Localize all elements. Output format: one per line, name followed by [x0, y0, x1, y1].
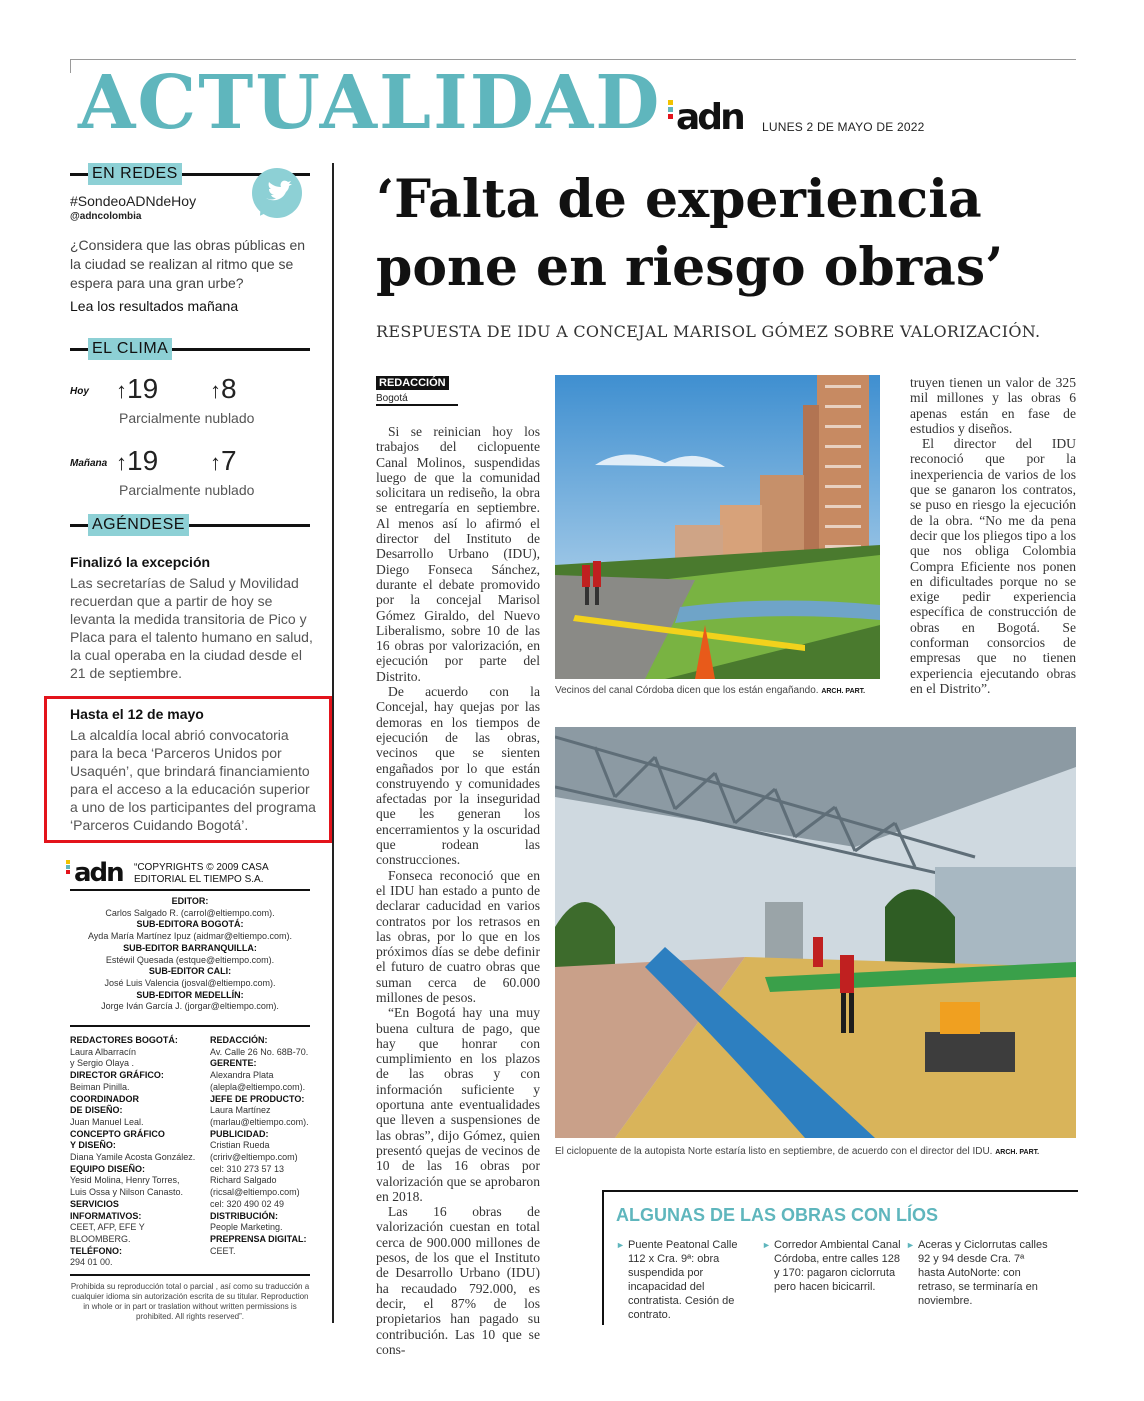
triangle-right-icon: ►	[906, 1240, 915, 1250]
poll-question: ¿Considera que las obras públicas en la ciudad se realizan al ritmo que se espera para una gran urbe?	[70, 237, 306, 291]
section-title: ACTUALIDAD	[78, 60, 662, 146]
obras-item: ► Aceras y Ciclorrutas calles 92 y 94 desde Cra. 7ª hasta AutoNorte: con retraso, se terminaría en noviembre.	[906, 1239, 1048, 1307]
agenda-item-body: Las secretarías de Salud y Movilidad recuerdan que a partir de hoy se levanta la medida transitoria de Pico y Placa para el talento humano en salud, la cual operaba en la ciudad desde el 21 de septiembre.	[70, 575, 313, 681]
weather-today-label: Hoy	[70, 386, 89, 397]
agenda-header	[70, 514, 310, 536]
top-rule-tick	[70, 59, 71, 73]
agenda-item-title: Hasta el 12 de mayo	[70, 706, 204, 722]
weather-tomorrow-min: ↑7	[210, 445, 237, 476]
issue-date: LUNES 2 DE MAYO DE 2022	[762, 120, 925, 134]
obras-item: ► Puente Peatonal Calle 112 x Cra. 9ª: obra suspendida por incapacidad del contratista. Cesión de contrato.	[616, 1239, 738, 1321]
subheadline: RESPUESTA DE IDU A CONCEJAL MARISOL GÓMEZ SOBRE VALORIZACIÓN.	[376, 322, 1041, 341]
photo-ciclopuente	[555, 727, 1076, 1138]
photo2-caption: El ciclopuente de la autopista Norte estaría listo en septiembre, de acuerdo con el director del IDU. ARCH. PART.	[555, 1146, 1040, 1157]
article-paragraph: Si se reinician hoy los trabajos del ciclopuente Canal Molinos, suspendidas luego de que la comunidad solicitara un rediseño, la obra se entregaría en septiembre. Al menos así lo afirmó el director del Instituto de Desarrollo Urbano (IDU), Diego Fonseca Sánchez, durante el debate promovido por la concejal Marisol Gómez Giraldo, del Nuevo Liberalismo, sobre 10 de las 16 obras por valorización, en ejecución por parte del Distrito.	[376, 424, 540, 684]
column-divider	[332, 163, 334, 1323]
weather-tomorrow-desc: Parcialmente nublado	[119, 482, 255, 498]
masthead-rule	[70, 889, 310, 891]
weather-tomorrow-max: ↑19	[116, 445, 159, 476]
agenda-item-title: Finalizó la excepción	[70, 554, 211, 570]
masthead-rule	[70, 1025, 310, 1027]
triangle-right-icon: ►	[616, 1240, 625, 1250]
triangle-right-icon: ►	[762, 1240, 771, 1250]
arrow-up-icon: ↑	[116, 378, 127, 403]
arrow-up-icon: ↑	[210, 450, 221, 475]
copyright: “COPYRIGHTS © 2009 CASA EDITORIAL EL TIEMPO S.A.	[134, 862, 269, 885]
article-paragraph: El director del IDU reconoció que por la inexperiencia de varios de los que se ganaron los contratos, se puso en riesgo la ejecución de la obra. “No me da pena decir que los pliegos tipo a los que nos obliga Colombia Compra Eficiente nos ponen en dificultades porque no se exige pedir experiencia específica de construcción de obras en Bogotá. Se conforman consorcios de empresas que no tienen experiencia ejecutando obras en el Distrito”.	[910, 436, 1076, 696]
poll-handle: @adncolombia	[70, 211, 142, 222]
obras-item: ► Corredor Ambiental Canal Córdoba, entre calles 128 y 170: pagaron ciclorruta pero hacen bicicarril.	[762, 1239, 901, 1293]
en-redes-label: EN REDES	[88, 163, 182, 185]
clima-label: EL CLIMA	[88, 338, 172, 360]
masthead-credits: EDITOR: Carlos Salgado R. (carrol@eltiempo.com). SUB-EDITORA BOGOTÁ: Ayda María Martínez Ipuz (aidmar@eltiempo.com). SUB-EDITOR BARRANQUILLA: Estéwil Quesada (estque@eltiempo.com). SUB-EDITOR CALI: José Luis Valencia (josval@eltiempo.com). SUB-EDITOR MEDELLÍN: Jorge Iván García J. (jorgar@eltiempo.com).	[87, 896, 293, 1012]
article-paragraph: “En Bogotá hay una muy buena cultura de pago, que hay que honrar con cumplimiento en los plazos de las obras y con información suficiente y oportuna ante eventualidades que lleven a suspensiones de las obras”, dijo Gómez, quien presentó quejas de vecinos de 10 de las 16 obras por valorización que se aprobaron en 2018.	[376, 1005, 540, 1204]
staff-right: REDACCIÓN: Av. Calle 26 No. 68B-70. GERENTE: Alexandra Plata (alepla@eltiempo.com). JEFE DE PRODUCTO: Laura Martínez (marlau@eltiempo.com). PUBLICIDAD: Cristian Rueda (cririv@eltiempo.com) cel: 310 273 57 13 Richard Salgado (ricsal@eltiempo.com) cel: 320 490 02 49 DISTRIBUCIÓN: People Marketing. PREPRENSA DIGITAL: CEET.	[210, 1035, 309, 1256]
arrow-up-icon: ↑	[116, 450, 127, 475]
article-paragraph: Fonseca reconoció que en el IDU han estado a punto de declarar caducidad en varios contratos por los retrasos en las obras, por lo que en los próximos días se debe definir el futuro de cuatro obras que suman cerca de 60.000 millones de pesos.	[376, 867, 540, 1005]
article-column-3	[910, 375, 1076, 696]
photo-canal-cordoba	[555, 375, 880, 679]
weather-tomorrow-label: Mañana	[70, 458, 108, 469]
legal-notice: Prohibida su reproducción total o parcial , así como su traducción a cualquier idioma sin autorización escrita de su titular. Reproduction in whole or in part or traslation without written permissions is prohibited. All rights reserved”.	[70, 1282, 310, 1321]
article-column-1	[376, 424, 540, 1357]
weather-today-min: ↑8	[210, 373, 237, 404]
photo1-caption: Vecinos del canal Córdoba dicen que los están engañando. ARCH. PART.	[555, 685, 866, 696]
adn-logo-small: adn	[66, 860, 123, 886]
agenda-item-body: La alcaldía local abrió convocatoria para la beca ‘Parceros Unidos por Usaquén’, que brindará financiamiento para el acceso a la educación superior a uno de los participantes del programa ‘Parceros Cuidando Bogotá’.	[70, 727, 316, 833]
weather-today-max: ↑19	[116, 373, 159, 404]
article-paragraph: De acuerdo con la Concejal, hay quejas por las demoras en los tiempos de ejecución de las obras, vecinos que se sienten engañados por lo que están construyendo y comunidades afectadas por la inseguridad que les generan los encerramientos y la oscuridad que rodean las construcciones.	[376, 684, 540, 868]
byline: REDACCIÓN	[376, 376, 449, 390]
dateline: Bogotá	[376, 393, 458, 406]
obras-box-title: ALGUNAS DE LAS OBRAS CON LÍOS	[616, 1205, 939, 1225]
adn-logo: adn	[668, 100, 743, 136]
logo-dots-icon	[66, 860, 72, 876]
poll-hashtag: #SondeoADNdeHoy	[70, 193, 197, 209]
arrow-up-icon: ↑	[210, 378, 221, 403]
article-paragraph: Las 16 obras de valorización cuestan en total cerca de 900.000 millones de pesos, de los que el Instituto de Desarrollo Urbano (IDU) ha recaudado 792.000, es decir, el 87% de los propietarios han pagado su contribución. Las 10 que se cons-	[376, 1204, 540, 1357]
masthead-rule	[70, 1274, 310, 1276]
agenda-label: AGÉNDESE	[88, 514, 189, 536]
article-paragraph: truyen tienen un valor de 325 mil millones y las obras 6 apenas están en fase de estudios y diseños.	[910, 375, 1076, 436]
poll-results-note: Lea los resultados mañana	[70, 298, 239, 314]
weather-today-desc: Parcialmente nublado	[119, 410, 255, 426]
staff-left: REDACTORES BOGOTÁ: Laura Albarracín y Sergio Olaya . DIRECTOR GRÁFICO: Beiman Pinilla. COORDINADOR DE DISEÑO: Juan Manuel Leal. CONCEPTO GRÁFICO Y DISEÑO: Diana Yamile Acosta González. EQUIPO DISEÑO: Yesid Molina, Henry Torres, Luis Ossa y Nilson Canasto. SERVICIOS INFORMATIVOS: CEET, AFP, EFE Y BLOOMBERG. TELÉFONO: 294 01 00.	[70, 1035, 196, 1268]
clima-header	[70, 338, 310, 360]
logo-dots-icon	[668, 100, 674, 121]
headline: ‘Falta de experiencia pone en riesgo obras’	[376, 169, 1004, 298]
